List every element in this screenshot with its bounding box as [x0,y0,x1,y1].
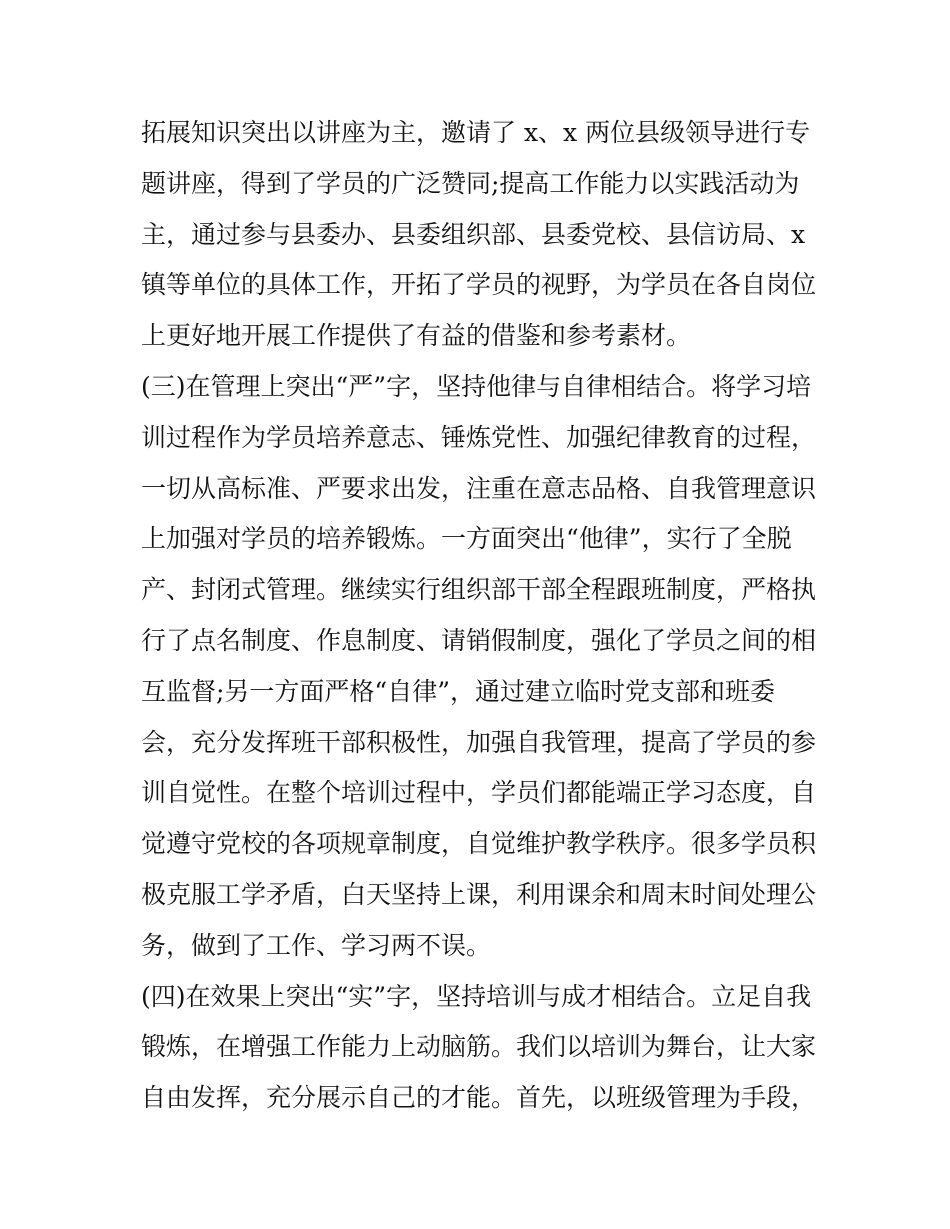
text-line: 上更好地开展工作提供了有益的借鉴和参考素材。 [141,321,692,351]
text-line: 极克服工学矛盾，白天坚持上课，利用课余和周末时间处理公 [141,879,817,909]
text-line: 一切从高标准、严要求出发，注重在意志品格、自我管理意识 [141,473,817,503]
text-line: 上加强对学员的培养锻炼。一方面突出“他律”，实行了全脱 [141,524,792,554]
text-line: 拓展知识突出以讲座为主，邀请了 x、x 两位县级领导进行专 [141,118,811,147]
text-line: 会，充分发挥班干部积极性，加强自我管理，提高了学员的参 [141,727,817,757]
text-line: 觉遵守党校的各项规章制度，自觉维护教学秩序。很多学员积 [141,829,817,859]
text-line: 务，做到了工作、学习两不误。 [141,930,492,960]
text-line: 题讲座，得到了学员的广泛赞同;提高工作能力以实践活动为 [141,168,800,198]
text-line: (三)在管理上突出“严”字，坚持他律与自律相结合。将学习培 [141,371,812,401]
text-line: 锻炼，在增强工作能力上动脑筋。我们以培训为舞台，让大家 [141,1032,817,1062]
text-line: 主，通过参与县委办、县委组织部、县委党校、县信访局、x [141,219,806,249]
text-line: (四)在效果上突出“实”字，坚持培训与成才相结合。立足自我 [141,981,812,1011]
text-line: 训过程作为学员培养意志、锤炼党性、加强纪律教育的过程， [141,422,817,452]
text-line: 产、封闭式管理。继续实行组织部干部全程跟班制度，严格执 [141,575,817,605]
text-line: 镇等单位的具体工作，开拓了学员的视野，为学员在各自岗位 [141,270,817,300]
text-line: 行了点名制度、作息制度、请销假制度，强化了学员之间的相 [141,625,817,655]
text-line: 互监督;另一方面严格“自律”，通过建立临时党支部和班委 [141,676,775,706]
text-line: 训自觉性。在整个培训过程中，学员们都能端正学习态度，自 [141,778,817,808]
text-line: 自由发挥，充分展示自己的才能。首先，以班级管理为手段， [141,1083,817,1113]
body-text [141,108,821,1124]
